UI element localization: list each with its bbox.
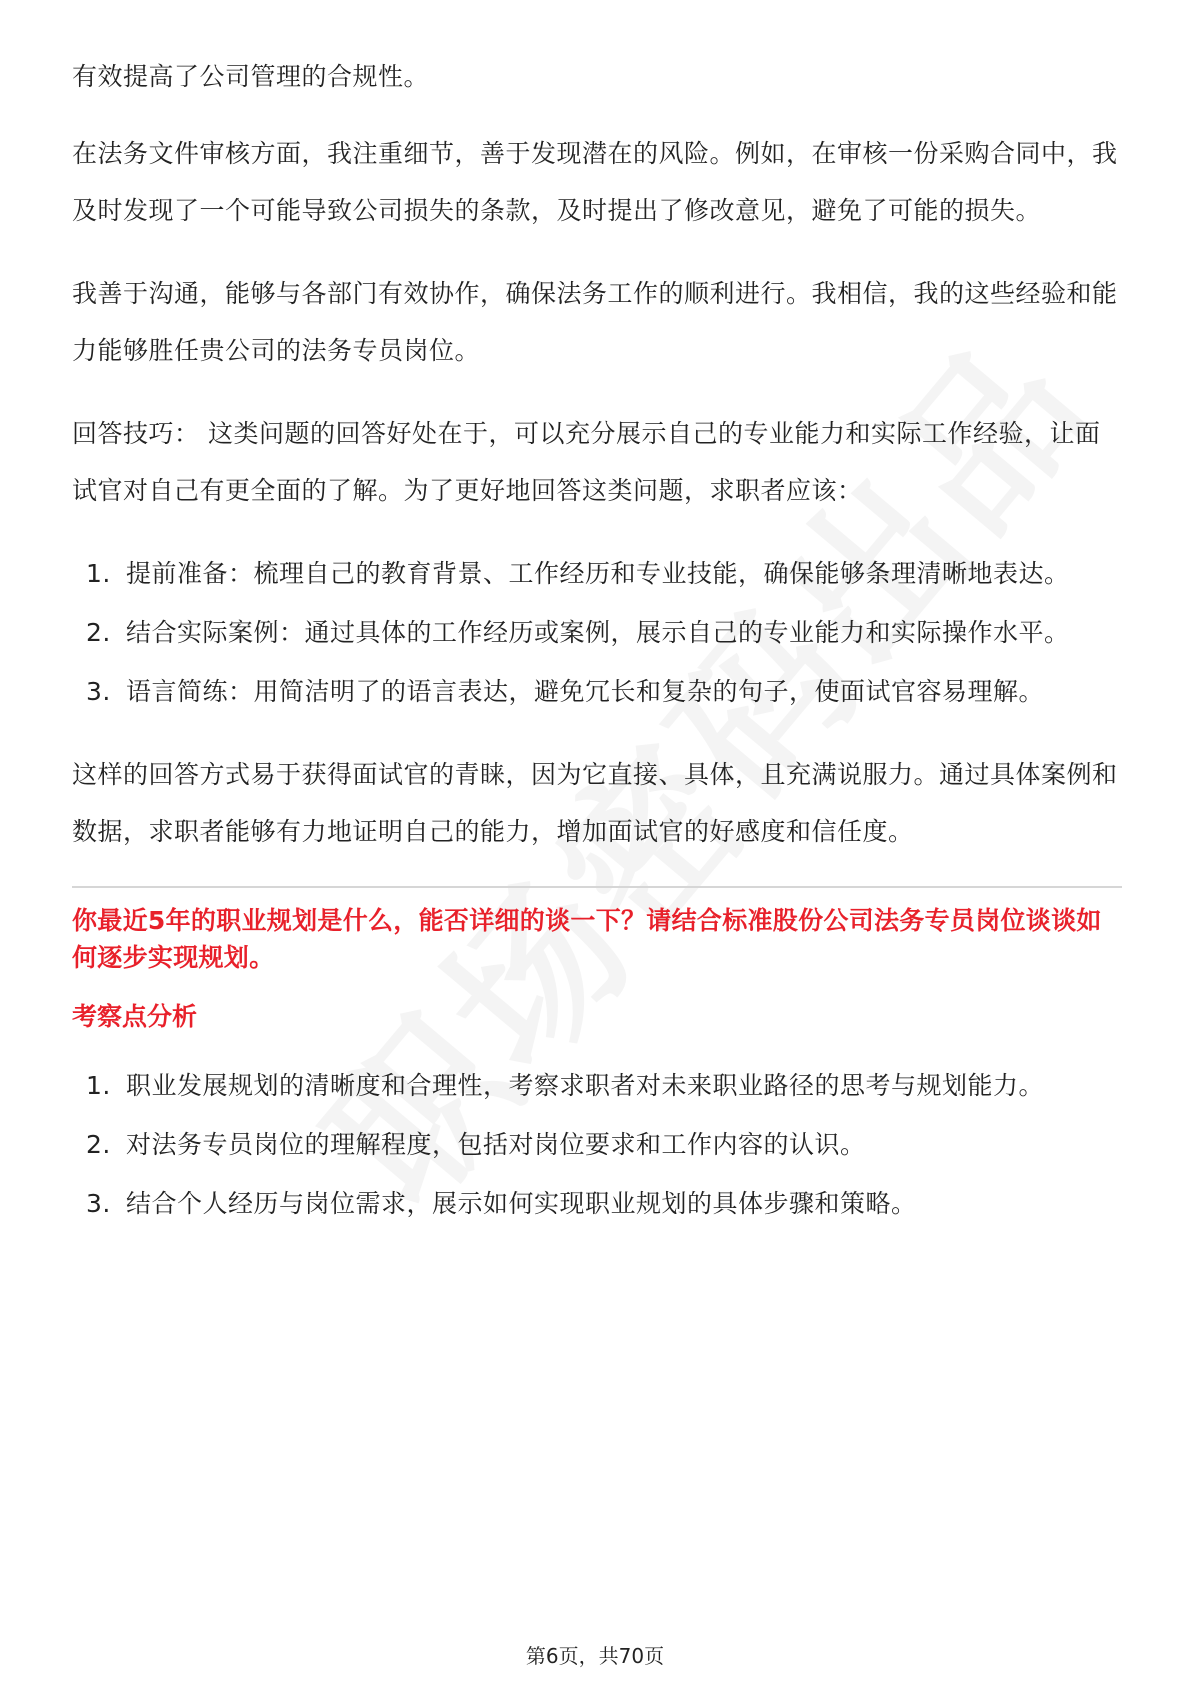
list-item: [72, 1116, 1122, 1173]
list-item: [72, 663, 1122, 720]
list-item-text: 结合实际案例：通过具体的工作经历或案例，展示自己的专业能力和实际操作水平。: [126, 618, 1070, 647]
list-item-text: 对法务专员岗位的理解程度，包括对岗位要求和工作内容的认识。: [126, 1130, 866, 1159]
paragraph-compliance: 有效提高了公司管理的合规性。: [72, 62, 430, 91]
paragraph-contract-review: 在法务文件审核方面，我注重细节，善于发现潜在的风险。例如，在审核一份采购合同中，我及时发现了一个可能导致公司损失的条款，及时提出了修改意见，避免了可能的损失。: [72, 139, 1118, 225]
list-item: [72, 1057, 1122, 1114]
page-content: [72, 48, 1122, 1258]
list-number: 3.: [86, 677, 111, 706]
list-number: 1.: [86, 1071, 111, 1100]
list-item: [72, 545, 1122, 602]
paragraph-communication: 我善于沟通，能够与各部门有效协作，确保法务工作的顺利进行。我相信，我的这些经验和能力能够胜任贵公司的法务专员岗位。: [72, 279, 1118, 365]
list-number: 2.: [86, 618, 111, 647]
section-divider: [72, 886, 1122, 888]
page-footer: 第6页，共70页: [525, 1644, 665, 1668]
list-item-text: 语言简练：用简洁明了的语言表达，避免冗长和复杂的句子，使面试官容易理解。: [126, 677, 1045, 706]
interview-question: 你最近5年的职业规划是什么，能否详细的谈一下？请结合标准股份公司法务专员岗位谈谈如何逐步实现规划。: [72, 906, 1102, 972]
list-number: 1.: [86, 559, 111, 588]
list-item: [72, 1175, 1122, 1232]
list-item-text: 结合个人经历与岗位需求，展示如何实现职业规划的具体步骤和策略。: [126, 1189, 917, 1218]
list-item: [72, 604, 1122, 661]
list-number: 2.: [86, 1130, 111, 1159]
analysis-heading: 考察点分析: [72, 1002, 198, 1031]
analysis-list: [72, 1057, 1122, 1232]
paragraph-closing: 这样的回答方式易于获得面试官的青睐，因为它直接、具体，且充满说服力。通过具体案例和数据，求职者能够有力地证明自己的能力，增加面试官的好感度和信任度。: [72, 760, 1118, 846]
paragraph-answer-tips: 回答技巧： 这类问题的回答好处在于，可以充分展示自己的专业能力和实际工作经验，让面试官对自己有更全面的了解。为了更好地回答这类问题，求职者应该：: [72, 419, 1101, 505]
list-item-text: 提前准备：梳理自己的教育背景、工作经历和专业技能，确保能够条理清晰地表达。: [126, 559, 1070, 588]
list-number: 3.: [86, 1189, 111, 1218]
list-item-text: 职业发展规划的清晰度和合理性，考察求职者对未来职业路径的思考与规划能力。: [126, 1071, 1045, 1100]
tips-list: [72, 545, 1122, 720]
